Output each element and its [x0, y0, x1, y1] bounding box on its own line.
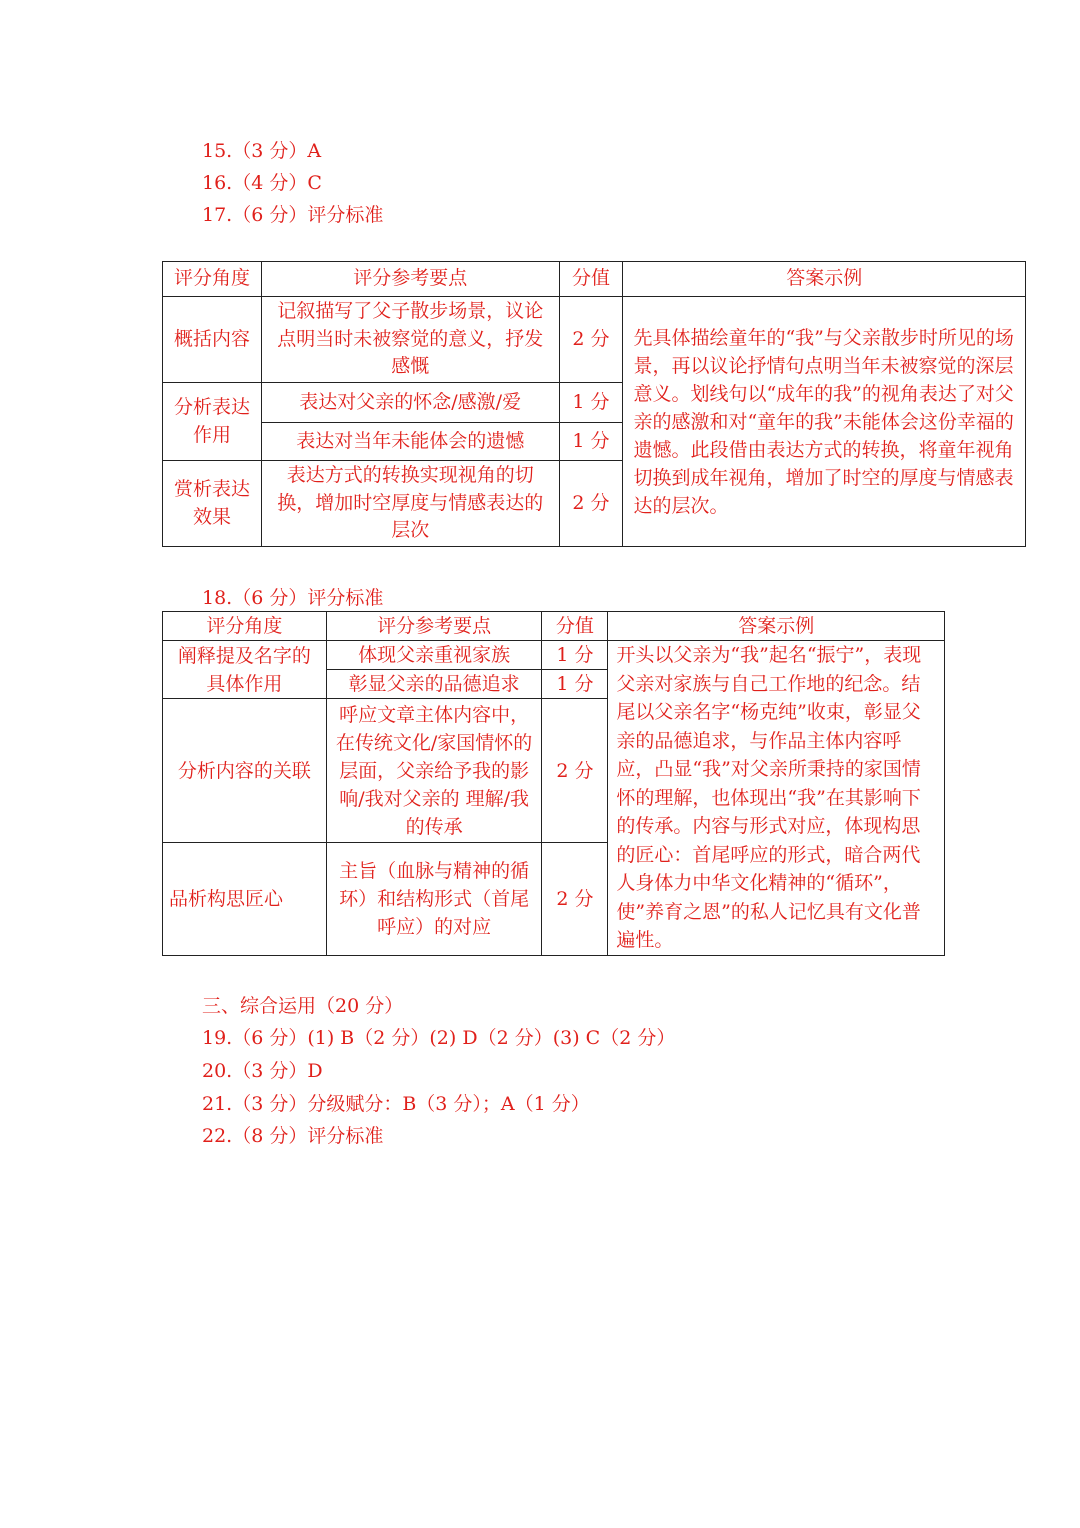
header-score: 分值 [559, 262, 623, 297]
table-row [163, 641, 945, 670]
score-cell: 2 分 [559, 297, 623, 383]
score-cell: 2 分 [542, 842, 608, 955]
answer-q16: 16.（4 分）C [202, 172, 322, 194]
score-cell: 1 分 [559, 383, 623, 423]
point-cell: 彰显父亲的品德追求 [326, 670, 542, 699]
angle-cell: 阐释提及名字的具体作用 [163, 641, 327, 699]
score-cell: 1 分 [542, 641, 608, 670]
header-angle: 评分角度 [163, 612, 327, 641]
header-angle: 评分角度 [163, 262, 262, 297]
point-cell: 体现父亲重视家族 [326, 641, 542, 670]
angle-cell: 赏析表达效果 [163, 461, 262, 547]
point-cell: 表达对父亲的怀念/感激/爱 [261, 383, 559, 423]
header-point: 评分参考要点 [261, 262, 559, 297]
header-example: 答案示例 [608, 612, 945, 641]
example-cell: 开头以父亲为“我”起名“振宁”，表现父亲对家族与自己工作地的纪念。结尾以父亲名字“杨克纯”收束，彰显父亲的品德追求，与作品主体内容呼应，凸显“我”对父亲所秉持的家国情怀的理解，也体现出“我”在其影响下的传承。内容与形式对应，体现构思的匠心：首尾呼应的形式，暗合两代人身体力中华文化精神的“循环”，使”养育之恩”的私人记忆具有文化普遍性。 [608, 641, 945, 956]
point-cell: 表达对当年未能体会的遗憾 [261, 423, 559, 461]
answer-q20: 20.（3 分）D [202, 1060, 323, 1082]
point-cell: 呼应文章主体内容中，在传统文化/家国情怀的层面，父亲给予我的影响/我对父亲的 理解/我的传承 [326, 699, 542, 843]
table-row [163, 297, 1026, 383]
example-cell: 先具体描绘童年的“我”与父亲散步时所见的场景，再以议论抒情句点明当年未被察觉的深层意义。划线句以“成年的我”的视角表达了对父亲的感激和对“童年的我”未能体会这份幸福的遗憾。此段借由表达方式的转换，将童年视角切换到成年视角，增加了时空的厚度与情感表达的层次。 [623, 297, 1026, 547]
header-point: 评分参考要点 [326, 612, 542, 641]
point-cell: 记叙描写了父子散步场景，议论点明当时未被察觉的意义，抒发感慨 [261, 297, 559, 383]
angle-cell: 分析表达作用 [163, 383, 262, 461]
point-cell: 表达方式的转换实现视角的切换，增加时空厚度与情感表达的层次 [261, 461, 559, 547]
answer-q21: 21.（3 分）分级赋分：B（3 分）；A（1 分） [202, 1093, 590, 1115]
header-example: 答案示例 [623, 262, 1026, 297]
answer-q19: 19.（6 分）(1) B（2 分）(2) D（2 分）(3) C（2 分） [202, 1027, 676, 1049]
point-cell: 主旨（血脉与精神的循环）和结构形式（首尾呼应）的对应 [326, 842, 542, 955]
angle-cell: 品析构思匠心 [163, 842, 327, 955]
angle-cell: 分析内容的关联 [163, 699, 327, 843]
score-cell: 2 分 [542, 699, 608, 843]
score-cell: 2 分 [559, 461, 623, 547]
scoring-table-q17 [162, 261, 1026, 547]
section-3-title: 三、综合运用（20 分） [202, 995, 404, 1017]
score-cell: 1 分 [542, 670, 608, 699]
score-cell: 1 分 [559, 423, 623, 461]
table-header-row [163, 262, 1026, 297]
scoring-table-q18 [162, 611, 945, 956]
answer-q18-title: 18.（6 分）评分标准 [202, 587, 384, 609]
answer-q22-title: 22.（8 分）评分标准 [202, 1125, 384, 1147]
header-score: 分值 [542, 612, 608, 641]
table-header-row [163, 612, 945, 641]
answer-q17-title: 17.（6 分）评分标准 [202, 204, 384, 226]
angle-cell: 概括内容 [163, 297, 262, 383]
answer-q15: 15.（3 分）A [202, 140, 322, 162]
